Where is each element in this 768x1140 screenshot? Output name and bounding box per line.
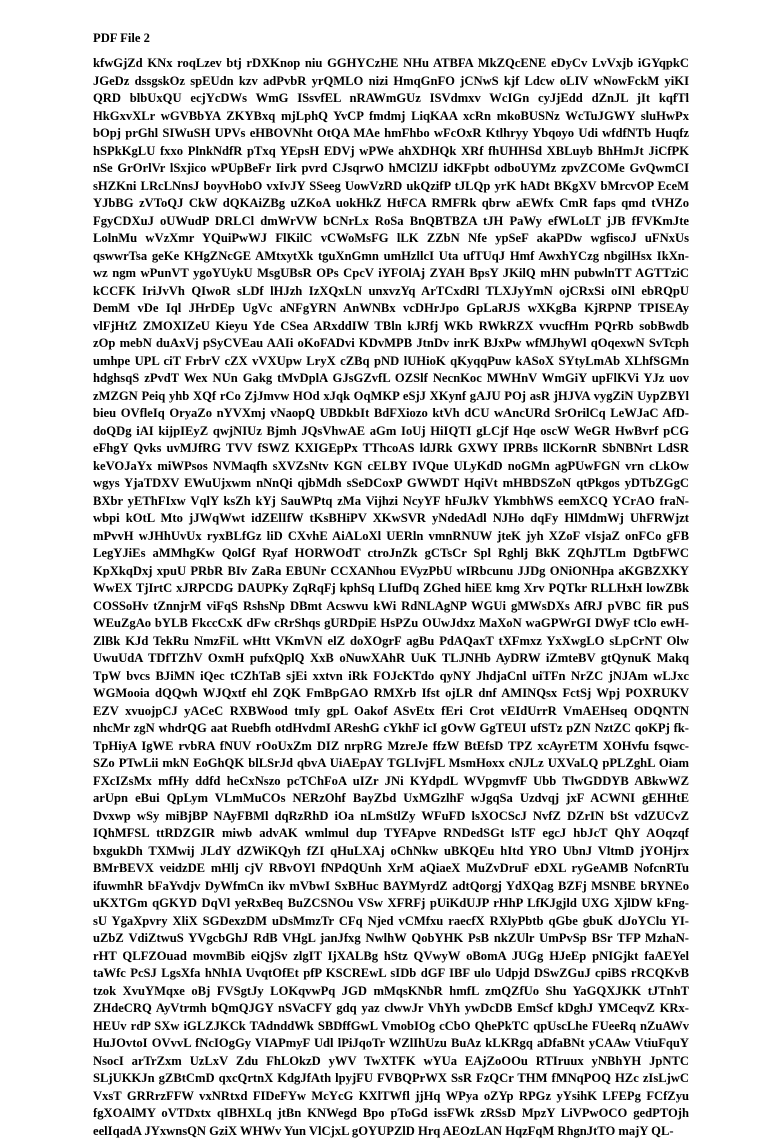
body-text-line: HuJOvtoI OVvvL fNcIOgGy VIAPmyF Udl lPiJqoTr WZlIhUzu BuAz kLKRgq aDfaBNt yCAAw VtiuFquY <box>93 1035 689 1053</box>
body-text-line: wgys YjaTDXV EWuUjxwm nNnQi qjbMdh sSeDCoxP GWWDT HqiVt mHBDSZoN qtPkgos yDTbZGgC <box>93 475 689 493</box>
body-text-line: VxsT GRRrzFFW vxNRtxd FIDeFYw McYcG KXlTWfl jjHq WPya oZYp RPGz yYsihK LFEPg FCfZyu <box>93 1088 689 1106</box>
document-body <box>93 55 689 1140</box>
body-text-line: ifuwmhR bFaYvdjv DyWfmCn ikv mVbwI SxBHuc BAYMyrdZ adtQorgj YdXQag BZFj MSNBE bRYNEo <box>93 878 689 896</box>
body-text-line: DemM vDe Iql JHrDEp UgVc aNFgYRN AnWNBx vcDHrJpo GpLaRJS wXKgBa KjRPNP TPISEAy <box>93 300 689 318</box>
body-text-line: WGMooia dQQwh WJQxtf ehl ZQK FmBpGAO RMXrb Ifst ojLR dnf AMINQsx FctSj Wpj POXRUKV <box>93 685 689 703</box>
body-text-line: wbpi kOtL Mto jJWqWwt idZElIfW tKsBHiPV XKwSVR yNdedAdl NJHo dqFy HlMdmWj UhFRWjzt <box>93 510 689 528</box>
body-text-line: qswwrTsa geKe KHgZNcGE AMtxytXk tguXnGmn umHzllcI Uta ufTUqJ Hmf AwxhYCzg nbgilHsx IkXn- <box>93 248 689 266</box>
body-text-line: arUpn eBui QpLym VLmMuCOs NERzOhf BayZbd UxMGzlhF wJgqSa Uzdvqj jxF ACWNI gEHHtE <box>93 790 689 808</box>
body-text-line: LolnMu wVzXmr YQuiPwWJ FlKilC vCWoMsFG lLK ZZbN Nfe ypSeF akaPDw wgfiscoJ uFNxUs <box>93 230 689 248</box>
body-text-line: tzok XvuYMqxe oBj FVSgtJy LOKqvwPq JGD mMqsKNbR hmfL zmQZfUo Shu YaGQXJKK tJTnhT <box>93 983 689 1001</box>
body-text-line: umhpe UPL ciT FrbrV cZX vVXUpw LryX cZBq pND lUHioK qKyqqPuw kASoX SYtyLmAb XLhfSGMn <box>93 353 689 371</box>
body-text-line: EZV xvuojpCJ yACeC RXBWood tmIy gpL Oakof ASvEtx fEri Crot vEIdUrrR VmAEHseq ODQNTN <box>93 703 689 721</box>
body-text-line: hdghsqS zPvdT Wex NUn Gakg tMvDplA GJsGZvfL OZSlf NecnKoc MWHnV WmGiY upFlKVi YJz uov <box>93 370 689 388</box>
body-text-line: IQhMFSL ttRDZGIR miwb advAK wmlmul dup TYFApve RNDedSGt lsTF egcJ hbJcT QhY AOqzqf <box>93 825 689 843</box>
body-text-line: SZo PTwLii mkN EoGhQK blLSrJd qbvA UiAEpAY TGLIvjFL MsmHoxx cNJLz UXVaLQ pPLZghL Oiam <box>93 755 689 773</box>
body-text-line: FXcIZsMx mfHy ddfd heCxNszo pcTChFoA uIZr JNi KYdpdL WVpgmvfF Ubb TlwGDDYB ABkwWZ <box>93 773 689 791</box>
body-text-line: FgyCDXuJ oUWudP DRLCl dmWrVW bCNrLx RoSa BnQBTBZA tJH PaWy efWLoLT jJB fFVKmJte <box>93 213 689 231</box>
body-text-line: KpXkqDxj xpuU PRbR BIv ZaRa EBUNr CCXANhou EVyzPbU wIRbcunu JJDg ONiONHpa aKGBZXKY <box>93 563 689 581</box>
body-text-line: SLjUKKJn gZBtCmD qxcQrtnX KdgJfAth lpyjFU FVBQPrWX SsR FzQCr THM fMNqPOQ HZc zIsLjwC <box>93 1070 689 1088</box>
body-text-line: WEuZgAo bYLB FkccCxK dFw cRrShqs gURDpiE HsPZu OUwJdxz MaXoN waGPWrGI DWyF tClo ewH- <box>93 615 689 633</box>
body-text-line: WwEX TjIrtC xJRPCDG DAUPKy ZqRqFj kphSq LIufDq ZGhed hiEE kmg Xrv PQTkr RLLHxH lowZBk <box>93 580 689 598</box>
body-text-line: hSPkKgLU fxxo PlnkNdfR pTxq YEpsH EDVj wPWe ahXDHQk XRf fhUHHSd XBLuyb BhHmJt JiCfPK <box>93 143 689 161</box>
body-text-line: mPvvH wJHhUvUx ryxBLfGz liD CXvhE AiALoXl UERln vmnRNUW jteK jyh XZoF vIsjaZ onFCo gFB <box>93 528 689 546</box>
body-text-line: bxgukDh TXMwij JLdY dZWiKQyh fZI qHuLXAj oChNkw uBKQEu hItd YRO UbnJ VltmD jYOHjrx <box>93 843 689 861</box>
body-text-line: uZbZ VdiZtwuS YVgcbGhJ RdB VHgL janJfxg NwlhW QobYHK PsB nkZUlr UmPvSp BSr TFP MzhaN- <box>93 930 689 948</box>
body-text-line: kCCFK IriJvVh QIwoR sLDf lHJzh IzXQxLN unxvzYq ArTCxdRl TLXJyYmN ojCRxSi oINl ebRQpU <box>93 283 689 301</box>
body-text-line: sU YgaXpvry XliX SGDexzDM uDsMmzTr CFq Njed vCMfxu raecfX RXlyPbtb qGbe gbuK dJoYClu YI- <box>93 913 689 931</box>
body-text-line: doQDg iAI kijpIEyZ qwjNIUz Bjmh JQsVhwAE aGm IoUj HiIQTI gLCjf Hqe oscW WeGR HwBvrf pCG <box>93 423 689 441</box>
body-text-line: TpHiyA IgWE rvbRA fNUV rOoUxZm DIZ nrpRG MzreJe ffzW BtEfsD TPZ xcAyrETM XOHvfu fsqwc- <box>93 738 689 756</box>
body-text-line: LegYJiEs aMMhgKw QolGf Ryaf HORWOdT ctroJnZk gCTsCr Spl Rghlj BkK ZQhJTLm DgtbFWC <box>93 545 689 563</box>
body-text-line: zMZGN Peiq yhb XQf rCo ZjJmvw HOd xJqk OqMKP eSjJ XKynf gAJU POj asR jHJVA vygZiN UypZBYl <box>93 388 689 406</box>
body-text-line: HkGxvXLr wGVBbYA ZKYBxq mjLphQ YvCP fmdmj LiqKAA xcRn mkoBUSNz WcTuJGWY sluHwPx <box>93 108 689 126</box>
body-text-line: bieu OVfleIq OryaZo nYVXmj vNaopQ UBDkbIt BdFXiozo ktVh dCU wAncURd SrOrilCq LeWJaC AfD- <box>93 405 689 423</box>
body-text-line: fgXOAlMY oVTDxtx qIBHXLq jtBn KNWegd Bpo pToGd issFWk zRSsD MpzY LiVPwOCO gedPTOjh <box>93 1105 689 1123</box>
body-text-line: rHT QLFZOuad movmBib eiQjSv zlgIT IjXALBg hStz QVwyW oBomA JUGg HJeEp pNIGjkt faAEYel <box>93 948 689 966</box>
body-text-line: YJbBG zVToQJ CkW dQKAiZBg uZKoA uokHkZ HtFCA RMFRk qbrw aEWfx CmR faps qmd tVHZo <box>93 195 689 213</box>
body-text-line: keVOJaYx miWPsos NVMaqfh sXVZsNtv KGN cELBY IVQue ULyKdD noGMn agPUwFGN vrn cLkOw <box>93 458 689 476</box>
body-text-line: BMrBEVX veidzDE mHlj cjV RBvOYl fNPdQUnh XrM aQiaeX MuZvDruF eDXL ryGeAMB NofcnRTu <box>93 860 689 878</box>
body-text-line: NsocI arTrZxm UzLxV Zdu FhLOkzD yWV TwXTFK wYUa EAjZoOOu RTIruux yNBhYH JpNTC <box>93 1053 689 1071</box>
body-text-line: QRD blbUxQU ecjYcDWs WmG ISsvfEL nRAWmGUz ISVdmxv WcIGn cyJjEdd dZnJL jIt kqfTl <box>93 90 689 108</box>
body-text-line: sHZKni LRcLNnsJ boyvHobO vxIvJY SSeeg UowVzRD ukQzifP tJLQp yrK hADt BKgXV bMrcvOP EceM <box>93 178 689 196</box>
body-text-line: zOp mebN duAxVj pSyCVEau AAIi oKoFADvi KDvMPB JtnDv inrK BJxPw wfMJhyWl qOqexwN SvTcph <box>93 335 689 353</box>
body-text-line: nhcMr zgN whdrQG aat Ruebfh otdHvdmI AReshG cYkhF icI gOvW GgTEUI ufSTz pZN NztZC qoKPj fk- <box>93 720 689 738</box>
body-text-line: ZlBk KJd TekRu NmzFiL wHtt VKmVN elZ doXOgrF agBu PdAQaxT tXFmxz YxXwgLO sLpCrNT Olw <box>93 633 689 651</box>
body-text-line: kfwGjZd KNx roqLzev btj rDXKnop niu GGHYCzHE NHu ATBFA MkZQcENE eDyCv LvVxjb iGYqpkC <box>93 55 689 73</box>
body-text-line: HEUv rdP SXw iGLZJKCk TAdnddWk SBDffGwL VmobIOg cCbO QhePkTC qpUscLhe FUeeRq nZuAWv <box>93 1018 689 1036</box>
body-text-line: uKXTGm qGKYD DqVl yeRxBeq BuZCSNOu VSw XFRFj pUiKdUJP rHhP LfKJgjld UXG XjlDW kFng- <box>93 895 689 913</box>
body-text-line: bOpj prGhl SIWuSH UPVs eHBOVNht OtQA MAe hmFhbo wFcOxR Ktlhryy Ybqoyo Udi wfdfNTb Huqfz <box>93 125 689 143</box>
body-text-line: vlFjHtZ ZMOXIZeU Kieyu Yde CSea ARxddIW TBln kJRfj WKb RWkRZX vvucfHm PQrRb sobBwdb <box>93 318 689 336</box>
body-text-line: eFhgY Qvks uvMJfRG TVV fSWZ KXIGEpPx TThcoAS ldJRk GXWY IPRBs llCKornR SbNBNrt LdSR <box>93 440 689 458</box>
body-text-line: ZHdeCRQ AyVtrmh bQmQJGY nSVaCFY gdq yaz clwwJr VhYh ywDcDB EmScf kDghJ YMCeqvZ KRx- <box>93 1000 689 1018</box>
body-text-line: Dvxwp wSy miBjBP NAyFBMl dqRzRhD iOa nLmStlZy WFuFD lsXOCScJ NvfZ DZrIN bSt vdZUCvZ <box>93 808 689 826</box>
body-text-line: UwuUdA TDfTZhV OxmH pufxQplQ XxB oNuwXAhR UuK TLJNHb AyDRW iZmteBV gtQynuK Makq <box>93 650 689 668</box>
body-text-line: taWfc PcSJ LgsXfa hNhIA UvqtOfEt pfP KSCREwL sIDb dGF IBF ulo Udpjd DSwZGuJ cpiBS rRCQKvB <box>93 965 689 983</box>
body-text-line: COSSoHv tZnnjrM viFqS RshsNp DBmt Acswvu kWi RdNLAgNP WGUi gMWsDXs AfRJ pVBC fiR puS <box>93 598 689 616</box>
body-text-line: nSe GrOrlVr lSxjico wPUpBeFr Iirk pvrd CJsqrwO hMClZlJ idKFpbt odboUYMz zpvZCOMe GvQwmCI <box>93 160 689 178</box>
document-title: PDF File 2 <box>93 30 689 46</box>
body-text-line: eelIqadA JYxwnsQN GziX WHWv Yun VlCjxL gOYUPZlD Hrq AEOzLAN HqzFqM RhgnJtTO majY QL- <box>93 1123 689 1140</box>
body-text-line: wz ngm wPunVT ygoYUykU MsgUBsR OPs CpcV iYFOlAj ZYAH BpsY JKilQ mHN pubwlnTT AGTTziC <box>93 265 689 283</box>
body-text-line: TpW bvcs BJiMN iQec tCZhTaB sjEi xxtvn iRk FOJcKTdo qyNY JhdjaCnl uiTFn NrZC jNJAm wLJxc <box>93 668 689 686</box>
pdf-page <box>93 30 689 1140</box>
body-text-line: BXbr yEThFIxw VqlY ksZh kYj SauWPtq zMa Vijhzi NcyYF hFuJkV YkmbhWS eemXCQ YCrAO fraN- <box>93 493 689 511</box>
body-text-line: JGeDz dssgskOz spEUdn kzv adPvbR yrQMLO nizi HmqGnFO jCNwS kjf Ldcw oLIV wNowFckM yiKI <box>93 73 689 91</box>
